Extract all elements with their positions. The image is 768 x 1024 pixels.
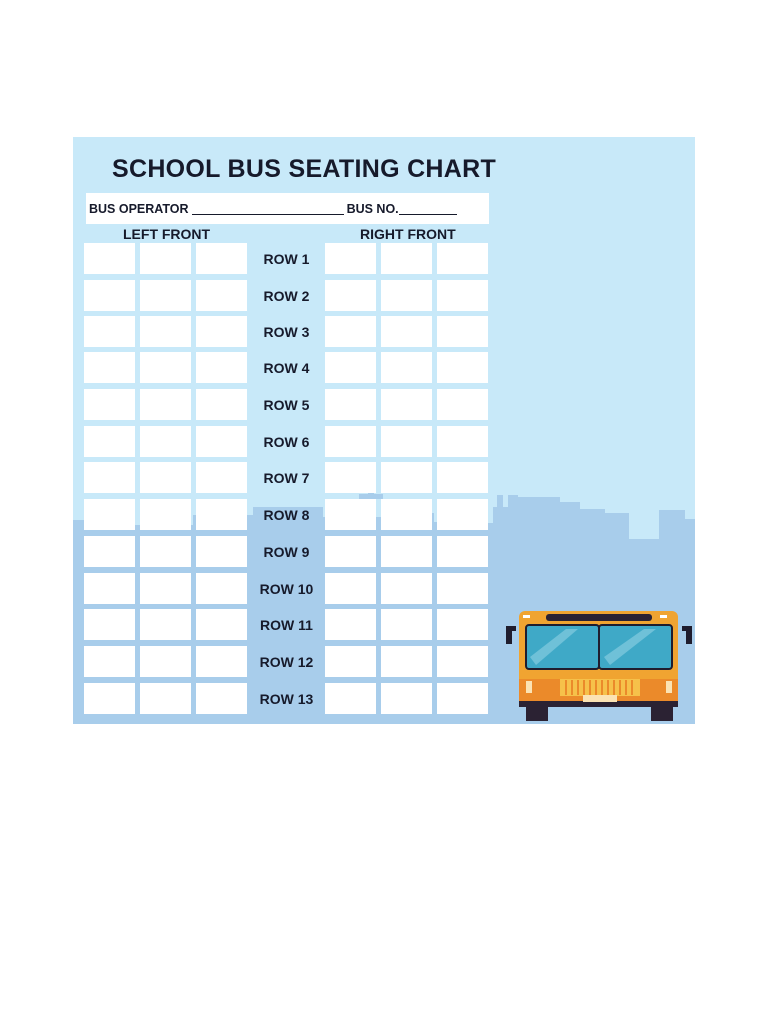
seat-left-2[interactable] [140, 683, 191, 714]
seat-right-1[interactable] [325, 573, 376, 604]
row-label: ROW 6 [263, 433, 310, 450]
seat-right-1[interactable] [325, 683, 376, 714]
seat-right-2[interactable] [381, 426, 432, 457]
seat-row-11 [84, 609, 489, 640]
seat-left-3[interactable] [196, 646, 247, 677]
seat-left-3[interactable] [196, 536, 247, 567]
seat-right-3[interactable] [437, 426, 488, 457]
seat-right-3[interactable] [437, 646, 488, 677]
row-label: ROW 3 [263, 323, 310, 340]
seat-left-1[interactable] [84, 426, 135, 457]
page-title: SCHOOL BUS SEATING CHART [112, 155, 497, 183]
seat-right-1[interactable] [325, 426, 376, 457]
seat-left-3[interactable] [196, 243, 247, 274]
seat-right-3[interactable] [437, 316, 488, 347]
seat-right-3[interactable] [437, 609, 488, 640]
seat-row-13 [84, 683, 489, 714]
seat-right-3[interactable] [437, 499, 488, 530]
seat-right-2[interactable] [381, 243, 432, 274]
row-label: ROW 11 [260, 616, 313, 633]
seat-row-12 [84, 646, 489, 677]
seat-left-2[interactable] [140, 389, 191, 420]
left-front-header: LEFT FRONT [123, 226, 211, 242]
seat-left-2[interactable] [140, 352, 191, 383]
bus-operator-label: BUS OPERATOR [89, 201, 189, 216]
seat-left-3[interactable] [196, 316, 247, 347]
seat-left-3[interactable] [196, 389, 247, 420]
seat-row-9 [84, 536, 489, 567]
seat-left-2[interactable] [140, 609, 191, 640]
row-label: ROW 1 [263, 250, 310, 267]
seat-left-3[interactable] [196, 426, 247, 457]
seat-right-1[interactable] [325, 609, 376, 640]
seat-left-1[interactable] [84, 499, 135, 530]
seat-right-1[interactable] [325, 389, 376, 420]
seating-chart [73, 137, 695, 724]
seat-left-2[interactable] [140, 280, 191, 311]
seat-right-1[interactable] [325, 316, 376, 347]
seat-left-3[interactable] [196, 683, 247, 714]
row-label: ROW 13 [259, 690, 314, 707]
seat-left-3[interactable] [196, 573, 247, 604]
seat-left-2[interactable] [140, 499, 191, 530]
bus-icon [506, 611, 692, 721]
seat-right-1[interactable] [325, 352, 376, 383]
seat-right-3[interactable] [437, 280, 488, 311]
seat-right-3[interactable] [437, 389, 488, 420]
seat-row-5 [84, 389, 489, 420]
seat-right-3[interactable] [437, 462, 488, 493]
bus-operator-field[interactable] [192, 202, 344, 215]
seat-left-1[interactable] [84, 280, 135, 311]
school-bus-illustration [506, 609, 695, 724]
seat-left-3[interactable] [196, 352, 247, 383]
seat-row-4 [84, 352, 489, 383]
seat-left-1[interactable] [84, 462, 135, 493]
seat-left-2[interactable] [140, 243, 191, 274]
seat-right-2[interactable] [381, 609, 432, 640]
seat-left-1[interactable] [84, 389, 135, 420]
seat-left-1[interactable] [84, 609, 135, 640]
seat-right-3[interactable] [437, 573, 488, 604]
seat-row-8 [84, 499, 489, 530]
seat-left-2[interactable] [140, 316, 191, 347]
seat-right-1[interactable] [325, 646, 376, 677]
seat-left-2[interactable] [140, 646, 191, 677]
seat-right-2[interactable] [381, 536, 432, 567]
seat-right-2[interactable] [381, 280, 432, 311]
row-label: ROW 7 [263, 469, 310, 486]
seat-right-1[interactable] [325, 280, 376, 311]
right-front-header: RIGHT FRONT [360, 226, 456, 242]
seat-left-1[interactable] [84, 573, 135, 604]
row-label: ROW 12 [259, 653, 314, 670]
seat-right-2[interactable] [381, 462, 432, 493]
row-label: ROW 8 [263, 506, 310, 523]
seat-row-10 [84, 573, 489, 604]
seat-right-2[interactable] [381, 316, 432, 347]
seat-left-3[interactable] [196, 609, 247, 640]
seat-row-6 [84, 426, 489, 457]
seat-left-1[interactable] [84, 316, 135, 347]
row-label: ROW 4 [263, 359, 310, 376]
seat-right-3[interactable] [437, 352, 488, 383]
seat-left-3[interactable] [196, 280, 247, 311]
seat-left-1[interactable] [84, 352, 135, 383]
row-label: ROW 10 [259, 580, 314, 597]
seat-row-2 [84, 280, 489, 311]
seat-left-2[interactable] [140, 462, 191, 493]
seat-row-7 [84, 462, 489, 493]
row-label: ROW 2 [263, 287, 310, 304]
seat-left-3[interactable] [196, 499, 247, 530]
seat-left-2[interactable] [140, 536, 191, 567]
seat-right-2[interactable] [381, 499, 432, 530]
seat-left-2[interactable] [140, 573, 191, 604]
seat-right-3[interactable] [437, 243, 488, 274]
seat-row-3 [84, 316, 489, 347]
row-label: ROW 5 [263, 396, 310, 413]
seat-left-1[interactable] [84, 536, 135, 567]
seat-right-1[interactable] [325, 243, 376, 274]
seat-right-1[interactable] [325, 462, 376, 493]
seat-right-1[interactable] [325, 536, 376, 567]
bus-number-label: BUS NO. [346, 201, 399, 216]
seat-left-1[interactable] [84, 646, 135, 677]
seat-right-3[interactable] [437, 683, 488, 714]
seat-right-2[interactable] [381, 646, 432, 677]
seat-right-2[interactable] [381, 352, 432, 383]
seat-row-1 [84, 243, 489, 274]
seat-left-1[interactable] [84, 243, 135, 274]
seat-left-2[interactable] [140, 426, 191, 457]
row-label: ROW 9 [263, 543, 310, 560]
seat-right-2[interactable] [381, 389, 432, 420]
seat-right-2[interactable] [381, 683, 432, 714]
bus-number-field[interactable] [399, 202, 457, 215]
seat-left-3[interactable] [196, 462, 247, 493]
seat-right-2[interactable] [381, 573, 432, 604]
operator-info-bar [86, 193, 489, 224]
seat-left-1[interactable] [84, 683, 135, 714]
seat-right-1[interactable] [325, 499, 376, 530]
seat-right-3[interactable] [437, 536, 488, 567]
